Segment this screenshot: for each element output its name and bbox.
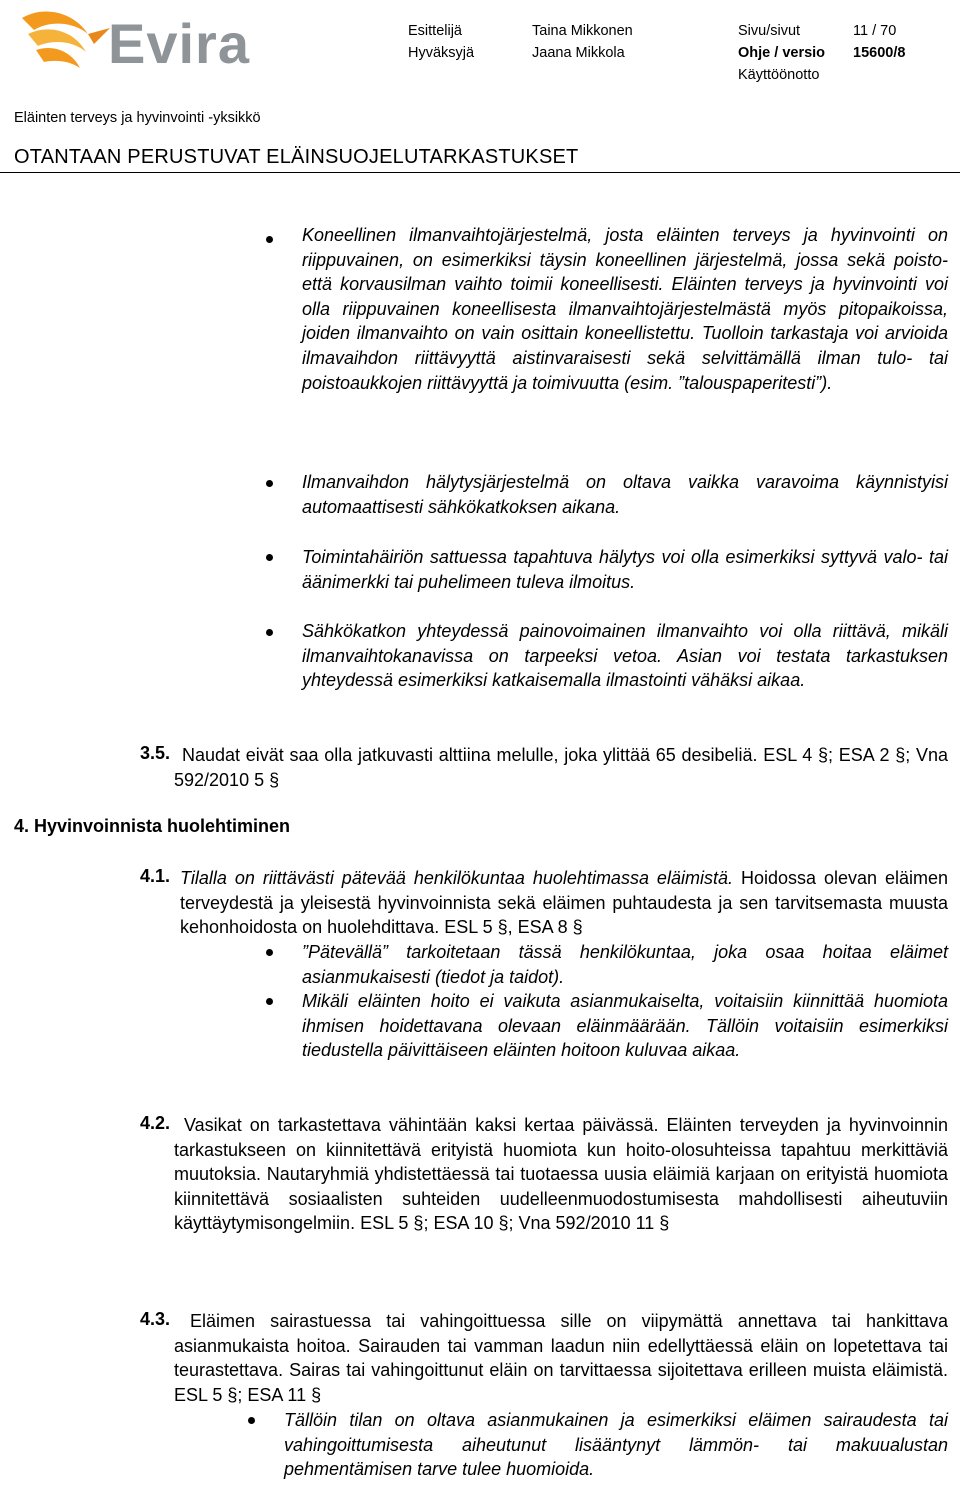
item-number: 4.1. [140, 866, 171, 886]
sivu-label: Sivu/sivut [738, 23, 801, 39]
bullet-dot [266, 236, 273, 243]
esittelija-value: Taina Mikkonen [532, 23, 633, 39]
item-text: Vasikat on tarkastettava vähintään kaksi kertaa päivässä. Eläinten terveyden ja hyvinvoinnin tarkastukseen on kiinnitettävä erityistä huomiota kun hoito-olosuhteissa tapahtuu merkittäviä muutoksia. Nautaryhmiä yhdistettäessä tai tuotaessa uusia eläimiä karjaan on erityistä huomiota kiinnitettävä sosiaalisten suhteiden uudelleenmuodostumisesta mahdollisesti aiheutuviin käyttäytymisongelmiin. ESL 5 §; ESA 10 §; Vna 592/2010 11 § [174, 1115, 948, 1234]
list-item: Tällöin tilan on oltava asianmukainen ja esimerkiksi eläimen sairaudesta tai vahingoittumisesta aiheutunut lisääntynyt lämmön- tai makuualustan pehmentämisen tarve tulee huomioida. [284, 1410, 948, 1480]
item-number: 3.5. [140, 743, 171, 763]
item-body: Hoidossa olevan eläimen terveydestä ja yleisestä hyvinvoinnista sekä eläimen puhtaudesta ja sen tarvitsemasta muusta kehonhoidosta on huolehdittava. ESL 5 §, ESA 8 § [180, 868, 949, 938]
unit-name: Eläinten terveys ja hyvinvointi -yksikkö [14, 110, 261, 126]
list-item: Toimintahäiriön sattuessa tapahtuva hälytys voi olla esimerkiksi syttyvä valo- tai äänimerkki tai puhelimeen tuleva ilmoitus. [302, 547, 948, 592]
bullet-dot [266, 554, 273, 561]
list-item: Mikäli eläinten hoito ei vaikuta asianmukaiselta, voitaisiin kiinnittää huomiota ihmisen hoidettavana olevaan eläinmäärään. Tällöin voitaisiin esimerkiksi tiedustella päivittäiseen eläinten hoitoon kuluvaa aikaa. [302, 991, 948, 1061]
item-text: Naudat eivät saa olla jatkuvasti alttiina melulle, joka ylittää 65 desibeliä. ESL 4 §; ESA 2 §; Vna 592/2010 5 § [174, 745, 948, 790]
item-number: 4.3. [140, 1309, 171, 1329]
bullet-dot [266, 998, 273, 1005]
kayttoonotto-label: Käyttöönotto [738, 67, 820, 83]
item-text [180, 866, 948, 940]
hyvaksyja-label: Hyväksyjä [408, 45, 475, 61]
item-number: 4.2. [140, 1113, 171, 1133]
item-lead: Tilalla on riittävästi pätevää henkilökuntaa huolehtimassa eläimistä. [180, 868, 733, 888]
bullet-dot [248, 1417, 255, 1424]
list-item: ”Pätevällä” tarkoitetaan tässä henkilökuntaa, joka osaa hoitaa eläimet asianmukaisesti (tiedot ja taidot). [302, 942, 948, 987]
evira-logo-mark [14, 4, 114, 84]
document-title: OTANTAAN PERUSTUVAT ELÄINSUOJELUTARKASTUKSET [14, 146, 579, 168]
list-item: Koneellinen ilmanvaihtojärjestelmä, josta eläinten terveys ja hyvinvointi on riippuvainen, on esimerkiksi täysin koneellinen järjestelmä, jossa sekä poisto- että korvausilman vaihto toimii koneellisesti. Eläinten terveys ja hyvinvointi voi olla riippuvainen koneellisesta ilmanvaihtojärjestelmästä myös pitopaikoissa, joiden ilmanvaihto on vain osittain koneellistettu. Tuolloin tarkastaja voi arvioida ilmavaihdon riittävyyttä aistinvaraisesti sekä selvittämällä ilman tulo- tai poistoaukkojen riittävyyttä ja toimivuutta (esim. ”talouspaperitesti”). [302, 225, 948, 393]
hyvaksyja-value: Jaana Mikkola [532, 45, 625, 61]
sivu-value: 11 / 70 [853, 23, 897, 39]
list-item: Sähkökatkon yhteydessä painovoimainen ilmanvaihto voi olla riittävä, mikäli ilmanvaihtokanavissa on tarpeeksi vetoa. Asian voi testata tarkastuksen yhteydessä esimerkiksi katkaisemalla ilmastointi vähäksi aikaa. [302, 621, 948, 691]
header-divider [0, 172, 960, 173]
logo-wordmark: Evira [108, 12, 250, 75]
bullet-dot [266, 629, 273, 636]
item-text: Eläimen sairastuessa tai vahingoittuessa sille on viipymättä annettava tai hankittava asianmukaista hoitoa. Sairauden tai vamman laadun niin edellyttäessä eläin on lopetettava tai teurastettava. Sairas tai vahingoittunut eläin on tarvittaessa sijoitettava erilleen muista eläimistä. ESL 5 §; ESA 11 § [174, 1311, 948, 1405]
section-heading: 4. Hyvinvoinnista huolehtiminen [14, 816, 291, 836]
ohje-value: 15600/8 [853, 45, 906, 61]
esittelija-label: Esittelijä [408, 23, 462, 39]
bullet-dot [266, 480, 273, 487]
list-item: Ilmanvaihdon hälytysjärjestelmä on oltava vaikka varavoima käynnistyisi automaattisesti sähkökatkoksen aikana. [302, 472, 948, 517]
ohje-label: Ohje / versio [738, 45, 826, 61]
bullet-dot [266, 949, 273, 956]
